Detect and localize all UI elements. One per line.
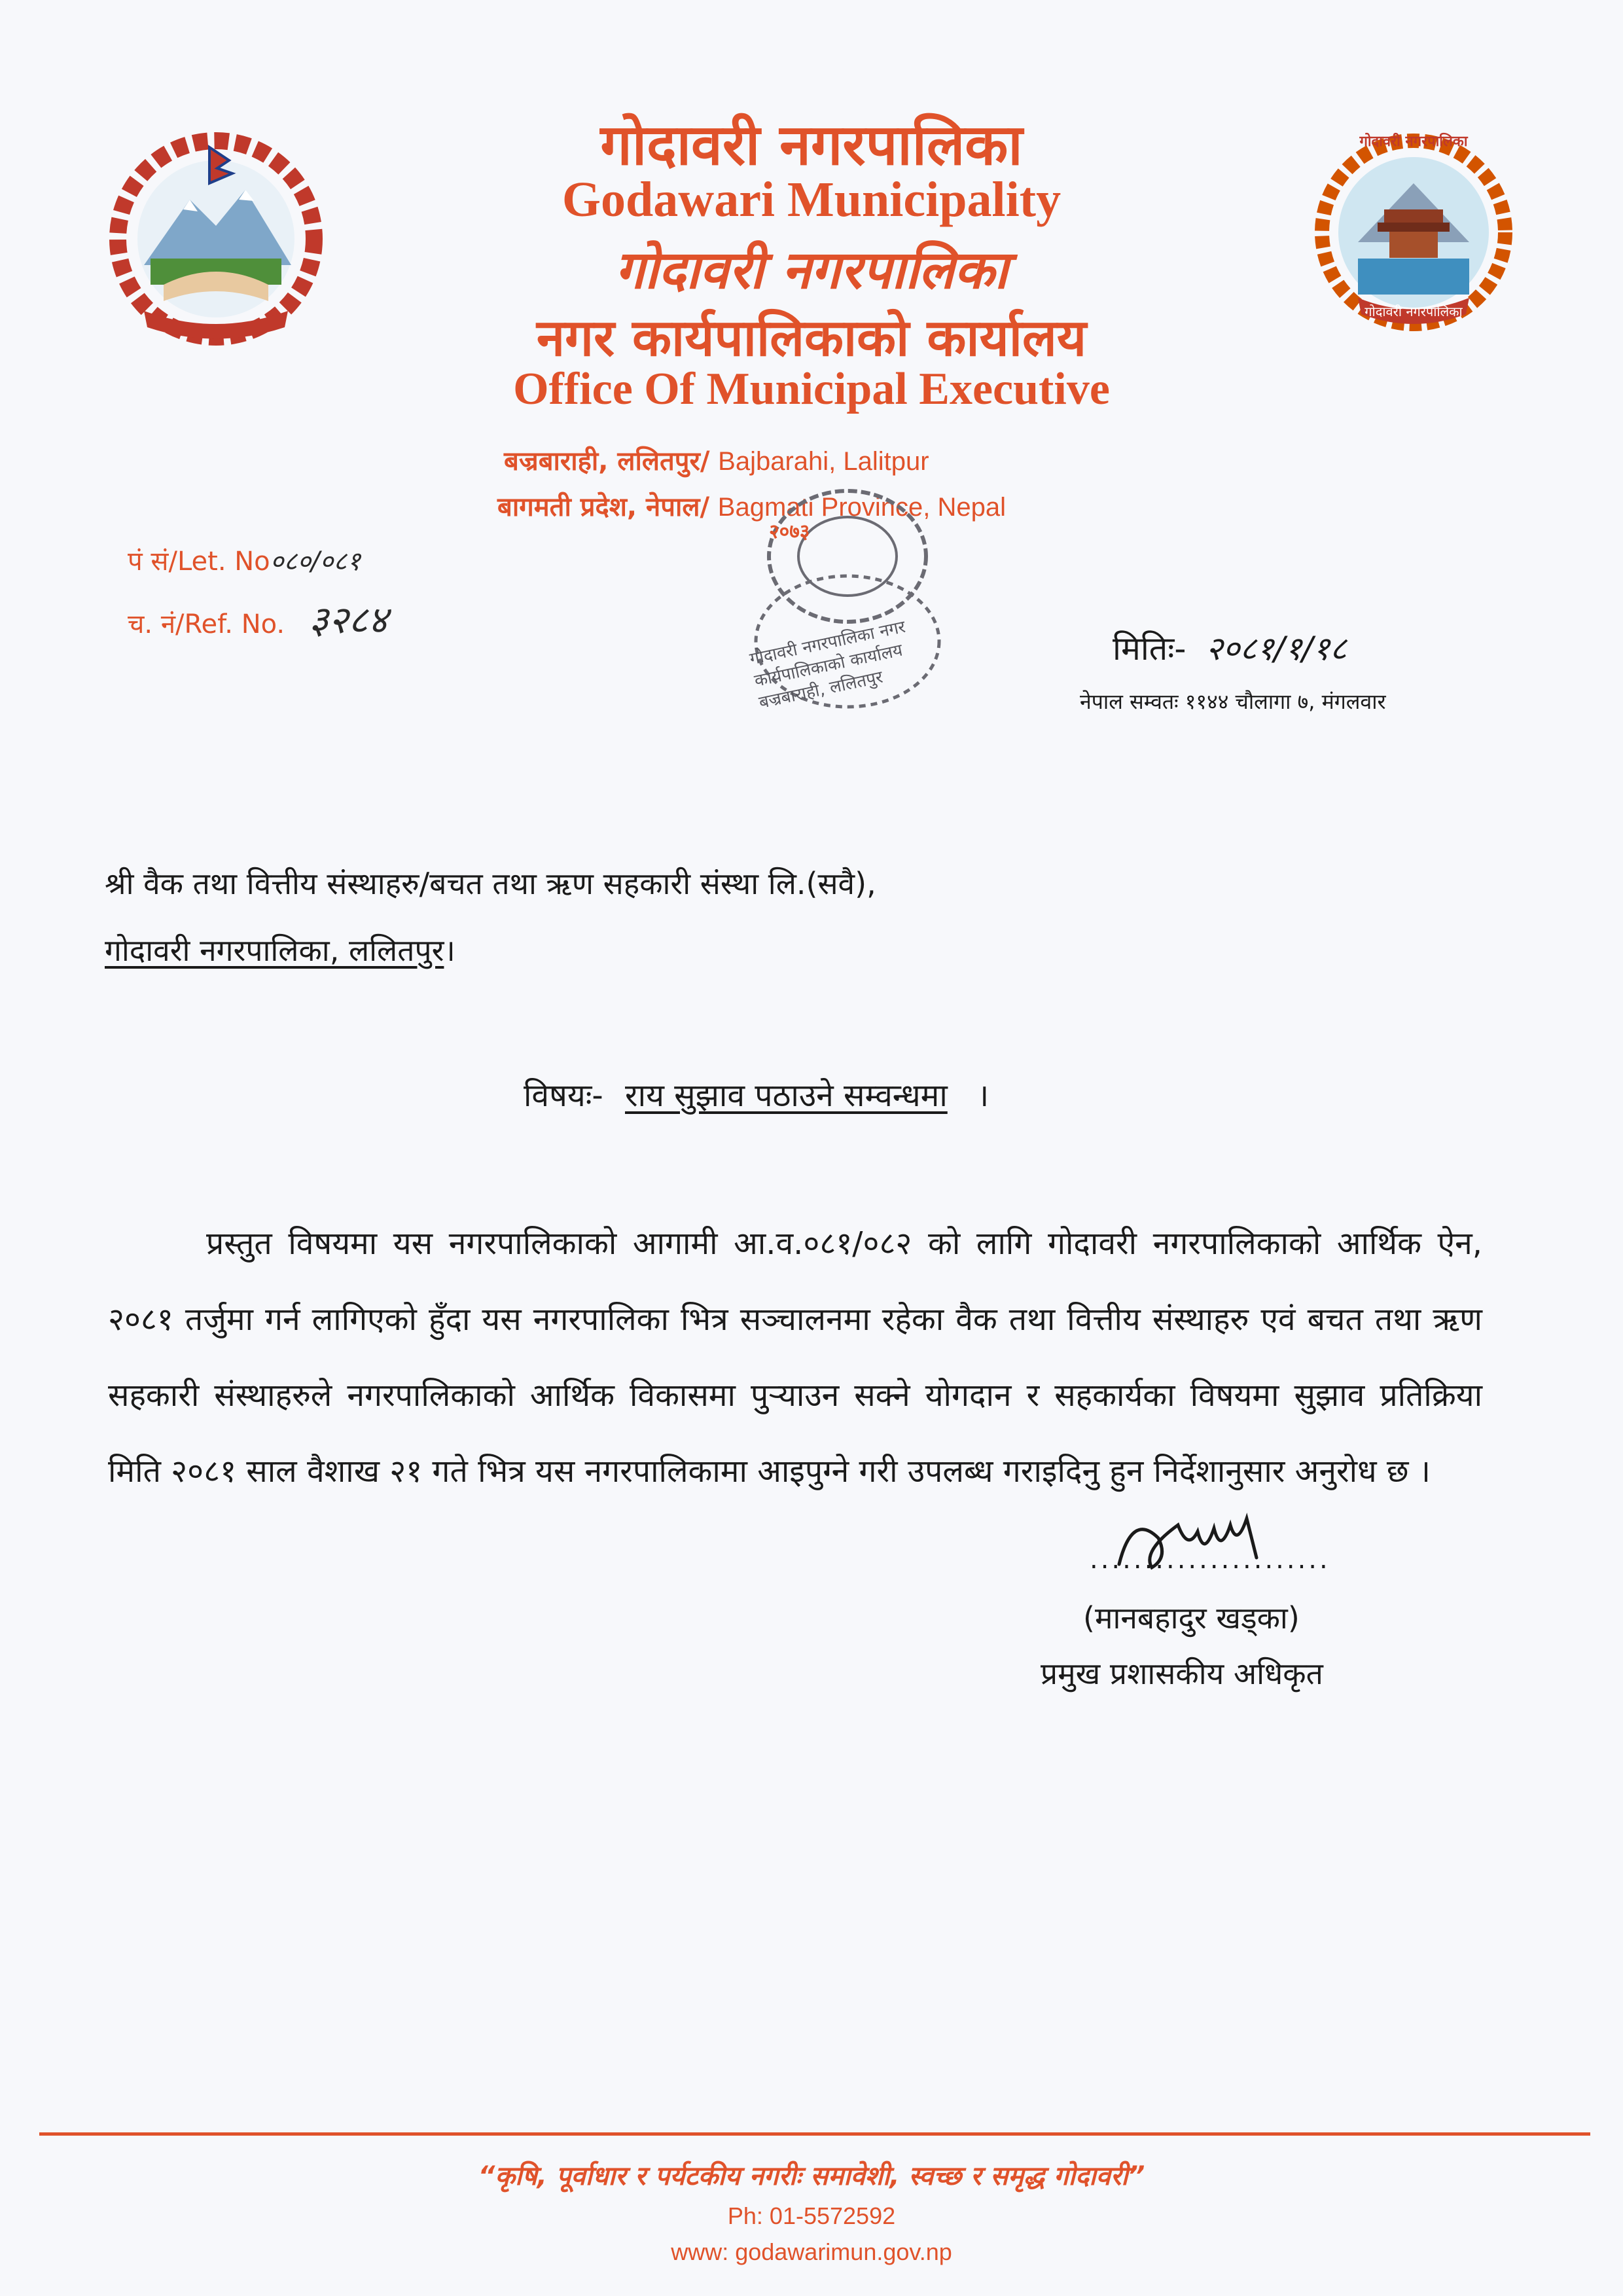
title-english: Godawari Municipality <box>562 172 1061 227</box>
signature-dots: ...................... <box>1090 1545 1330 1575</box>
stamp-year: २०७३ <box>769 520 810 543</box>
signatory-title: प्रमुख प्रशासकीय अधिकृत <box>1041 1656 1323 1691</box>
nepal-sambat-date: नेपाल सम्वतः ११४४ चौलागा ७, मंगलवार <box>1080 689 1386 714</box>
address-line-1-en: Bajbarahi, Lalitpur <box>718 447 929 476</box>
date-label: मितिः- <box>1113 630 1186 668</box>
reference-number-label: च. नं/Ref. No. <box>128 609 285 639</box>
address-line-1-np: बज्रबाराही, ललितपुर/ <box>504 446 710 476</box>
subject-end: । <box>977 1077 990 1114</box>
address-line-2-en: Bagmati Province, Nepal <box>717 493 1006 522</box>
address-line-2-np: बागमती प्रदेश, नेपाल/ <box>497 492 710 522</box>
letter-number-label: पं सं/Let. No <box>128 547 270 577</box>
title-nepali: गोदावरी नगरपालिका <box>600 113 1023 178</box>
title-newari: गोदावरी नगरपालिका <box>615 240 1008 300</box>
address-line-1 <box>504 442 1224 478</box>
recipient-line-1: श्री वैक तथा वित्तीय संस्थाहरु/बचत तथा ऋण सहकारी संस्था लि.(सवै), <box>105 866 876 901</box>
body-paragraph: प्रस्तुत विषयमा यस नगरपालिकाको आगामी आ.व.०८१/०८२ को लागि गोदावरी नगरपालिकाको आर्थिक ऐन, २०८१ तर्जुमा गर्न लागिएको हुँदा यस नगरपालिका भित्र सञ्चालनमा रहेका वैक तथा वित्तीय संस्थाहरु एवं बचत तथा ऋण सहकारी संस्थाहरुले नगरपालिकाको आर्थिक विकासमा पुऱ्याउन सक्ने योगदान र सहकार्यका विषयमा सुझाव प्रतिक्रिया मिति २०८१ साल वैशाख २१ गते भित्र यस नगरपालिकामा आइपुग्ने गरी उपलब्ध गराइदिनु हुन निर्देशानुसार अनुरोध छ । <box>108 1225 1482 1490</box>
subject-line <box>524 1073 989 1116</box>
stamp-ring-text: गोदावरी नगरपालिका नगर कार्यपालिकाको कार्यालय बज्रबाराही, ललितपुर <box>747 617 908 713</box>
date-value: २०८१/१/१८ <box>1205 630 1347 668</box>
subject-value: राय सुझाव पठाउने सम्वन्धमा <box>625 1077 948 1114</box>
recipient-line-end: । <box>444 933 455 968</box>
logo-ribbon-text: गोदावरी नगरपालिका <box>1364 304 1463 319</box>
office-title-english: Office Of Municipal Executive <box>513 364 1110 414</box>
logo-top-text: गोदावरी नगरपालिका <box>1359 134 1468 150</box>
date-field <box>1113 625 1347 670</box>
office-stamp <box>743 478 952 713</box>
office-title-nepali: नगर कार्यपालिकाको कार्यालय <box>536 309 1087 368</box>
subject-label: विषयः- <box>524 1077 603 1114</box>
footer-phone: Ph: 01-5572592 <box>727 2202 896 2229</box>
reference-number <box>128 592 387 644</box>
letter-number-value: ०८०/०८१ <box>270 547 361 577</box>
footer-website: www: godawarimun.gov.np <box>671 2238 952 2265</box>
reference-number-value: ३२८४ <box>308 598 388 642</box>
signatory-name: (मानबहादुर खड्का) <box>1083 1600 1300 1636</box>
recipient-line-2 <box>105 929 455 970</box>
letter-number <box>128 542 361 578</box>
recipient-address: गोदावरी नगरपालिका, ललितपुर <box>105 933 444 968</box>
footer-slogan: “कृषि, पूर्वाधार र पर्यटकीय नगरीः समावेशी, स्वच्छ र समृद्ध गोदावरी” <box>478 2161 1145 2191</box>
footer-divider <box>39 2132 1590 2136</box>
